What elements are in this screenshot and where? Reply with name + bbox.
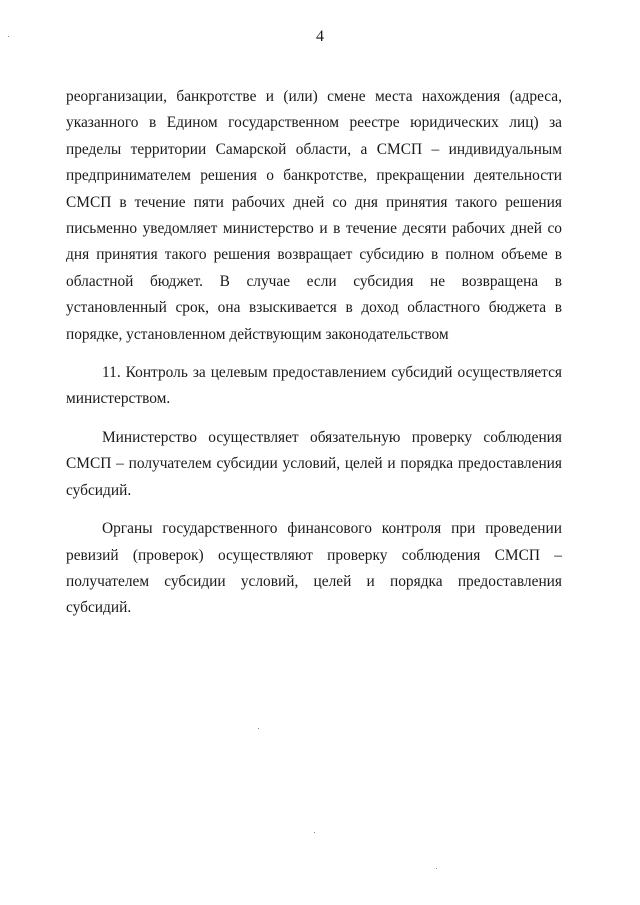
document-body bbox=[66, 84, 562, 634]
paragraph-item-11: 11. Контроль за целевым предоставлением субсидий осуществляется министерством. bbox=[66, 364, 562, 408]
paragraph-continuation: реорганизации, банкротстве и (или) смене места нахождения (адреса, указанного в Едином государственном реестре юридических лиц) за пределы территории Самарской области, а СМСП – индивидуальным предпринимателем решения о банкротстве, прекращении деятельности СМСП в течение пяти рабочих дней со дня принятия такого решения письменно уведомляет министерство и в течение десяти рабочих дней со дня принятия такого решения возвращает субсидию в полном объеме в областной бюджет. В случае если субсидия не возвращена в установленный срок, она взыскивается в доход областного бюджета в порядке, установленном действующим законодательством bbox=[66, 88, 562, 343]
paragraph-ministry-check: Министерство осуществляет обязательную проверку соблюдения СМСП – получателем субсидии условий, целей и порядка предоставления субсидий. bbox=[66, 428, 562, 499]
scan-speck bbox=[436, 868, 437, 869]
paragraph-financial-control: Органы государственного финансового контроля при проведении ревизий (проверок) осуществляют проверку соблюдения СМСП – получателем субсидии условий, целей и порядка предоставления субсидий. bbox=[66, 520, 562, 617]
scan-speck bbox=[258, 728, 259, 729]
page-number: 4 bbox=[316, 28, 324, 45]
scan-speck bbox=[8, 36, 9, 37]
scan-speck bbox=[314, 832, 315, 833]
